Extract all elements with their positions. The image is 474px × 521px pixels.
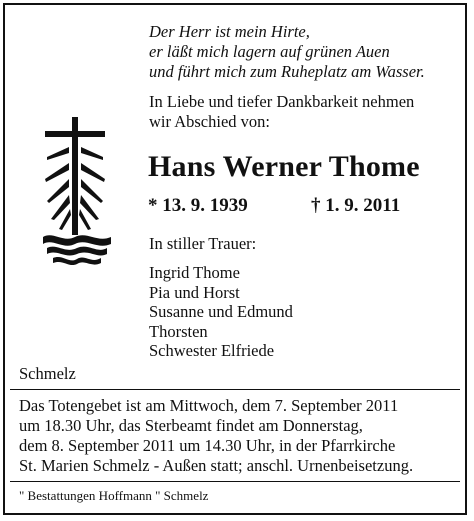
cross-rays-waves-icon: [43, 117, 111, 269]
service-line-2: um 18.30 Uhr, das Sterbeamt findet am Donnerstag,: [19, 416, 363, 435]
psalm-line-3: und führt mich zum Ruheplatz am Wasser.: [149, 62, 425, 81]
service-line-4: St. Marien Schmelz - Außen statt; anschl. Urnenbeisetzung.: [19, 456, 414, 475]
psalm-line-2: er läßt mich lagern auf grünen Auen: [149, 42, 390, 61]
divider-top: [10, 389, 460, 390]
mourners-list: [149, 263, 293, 361]
mourner-1: Ingrid Thome: [149, 263, 240, 282]
funeral-home: " Bestattungen Hoffmann " Schmelz: [19, 488, 209, 503]
mourning-heading: In stiller Trauer:: [149, 234, 257, 253]
mourner-4: Thorsten: [149, 321, 208, 341]
mourner-3: Susanne und Edmund: [149, 302, 293, 321]
service-line-1: Das Totengebet ist am Mittwoch, dem 7. September 2011: [19, 396, 399, 415]
psalm-line-1: Der Herr ist mein Hirte,: [149, 22, 310, 41]
birth-date: * 13. 9. 1939: [148, 195, 248, 216]
mourner-2: Pia und Horst: [149, 282, 240, 302]
place-of-residence: Schmelz: [19, 364, 76, 383]
deceased-name: Hans Werner Thome: [148, 150, 420, 183]
service-line-3: dem 8. September 2011 um 14.30 Uhr, in der Pfarrkirche: [19, 436, 396, 455]
obituary-notice: [3, 3, 467, 515]
death-date: † 1. 9. 2011: [311, 195, 401, 216]
mourner-5: Schwester Elfriede: [149, 341, 275, 360]
intro-line-1: In Liebe und tiefer Dankbarkeit nehmen: [149, 92, 415, 111]
divider-bottom: [10, 481, 460, 482]
intro-line-2: wir Abschied von:: [149, 112, 270, 131]
